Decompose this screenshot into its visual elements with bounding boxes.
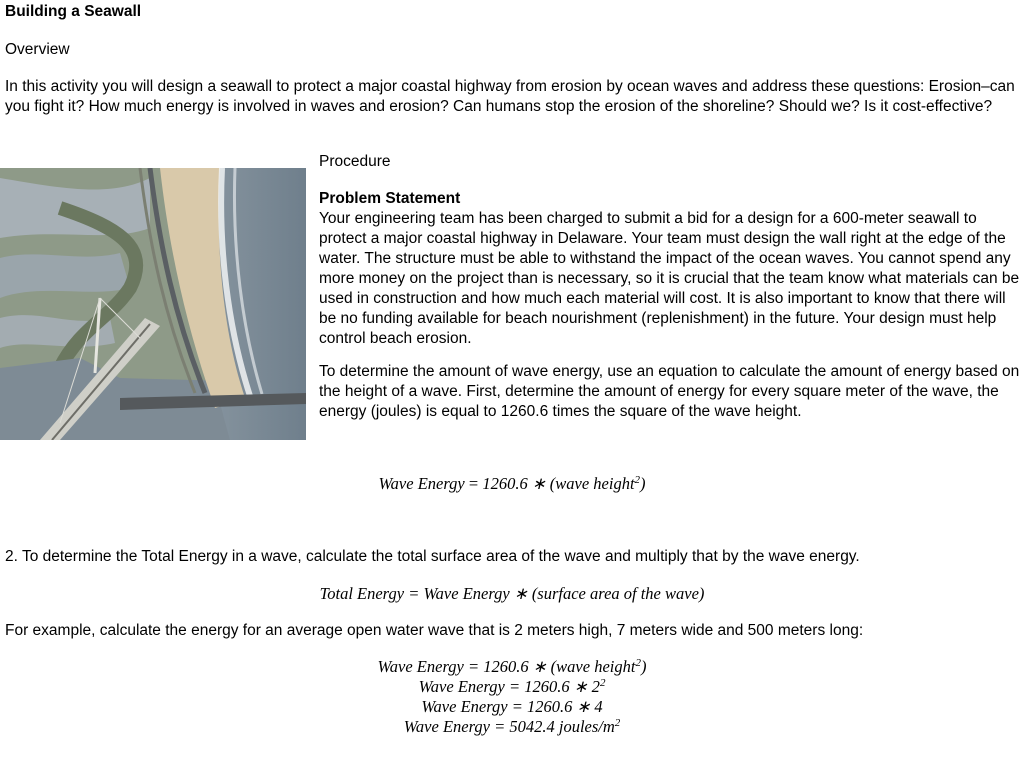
total-energy-equation: Total Energy = Wave Energy ∗ (surface area of the wave)	[319, 584, 705, 603]
overview-heading: Overview	[5, 41, 70, 58]
example-step-1: Wave Energy = 1260.6 ∗ (wave height$^2$)	[377, 657, 647, 676]
example-step-4: Wave Energy = 5042.4 joules/$m^2$	[403, 717, 621, 736]
equation-close: )	[640, 474, 646, 493]
page-title: Building a Seawall	[5, 3, 142, 20]
intro-paragraph: In this activity you will design a seawall to protect a major coastal highway from erosion by ocean waves and address these questions: Erosion–can you fight it? How much energy is involved in waves and erosion? Can humans stop the erosion of the shoreline? Should we? Is it cost-effective?	[5, 78, 1015, 115]
example-step-3: Wave Energy = 1260.6 ∗ 4	[421, 697, 603, 716]
problem-statement-heading: Problem Statement	[319, 190, 461, 207]
problem-statement-body: Your engineering team has been charged to submit a bid for a design for a 600-meter seawall to protect a major coastal highway in Delaware. Your team must design the wall right at the edge of the water. The structure must be able to withstand the impact of the ocean waves. You cannot spend any more money on the project than is necessary, so it is crucial that the team know what materials can be used in construction and how much each material will cost. It is also important to know that there will be no funding available for beach nourishment (replenishment) in the future. Your design must help control beach erosion.	[319, 210, 1020, 347]
example-calculation	[0, 657, 1024, 737]
step-2-text: 2. To determine the Total Energy in a wave, calculate the total surface area of the wave and multiply that by the wave energy.	[5, 548, 860, 565]
equation-exponent: 2	[634, 474, 641, 486]
example-step-2: Wave Energy = 1260.6 ∗ $2^2$	[418, 677, 606, 696]
wave-energy-equation: Wave Energy = 1260.6 ∗ (wave height$^2$)	[378, 474, 646, 493]
wave-energy-paragraph: To determine the amount of wave energy, use an equation to calculate the amount of energy based on the height of a wave. First, determine the amount of energy for every square meter of the wave, the energy (joules) is equal to 1260.6 times the square of the wave height.	[319, 363, 1020, 420]
procedure-heading: Procedure	[319, 153, 391, 170]
equation-lhs: Wave Energy	[378, 474, 465, 493]
example-text: For example, calculate the energy for an average open water wave that is 2 meters high, 7 meters wide and 500 meters long:	[5, 622, 864, 639]
aerial-coastline-photo	[0, 168, 306, 440]
equation-rhs: 1260.6 ∗ (wave height	[482, 474, 635, 493]
